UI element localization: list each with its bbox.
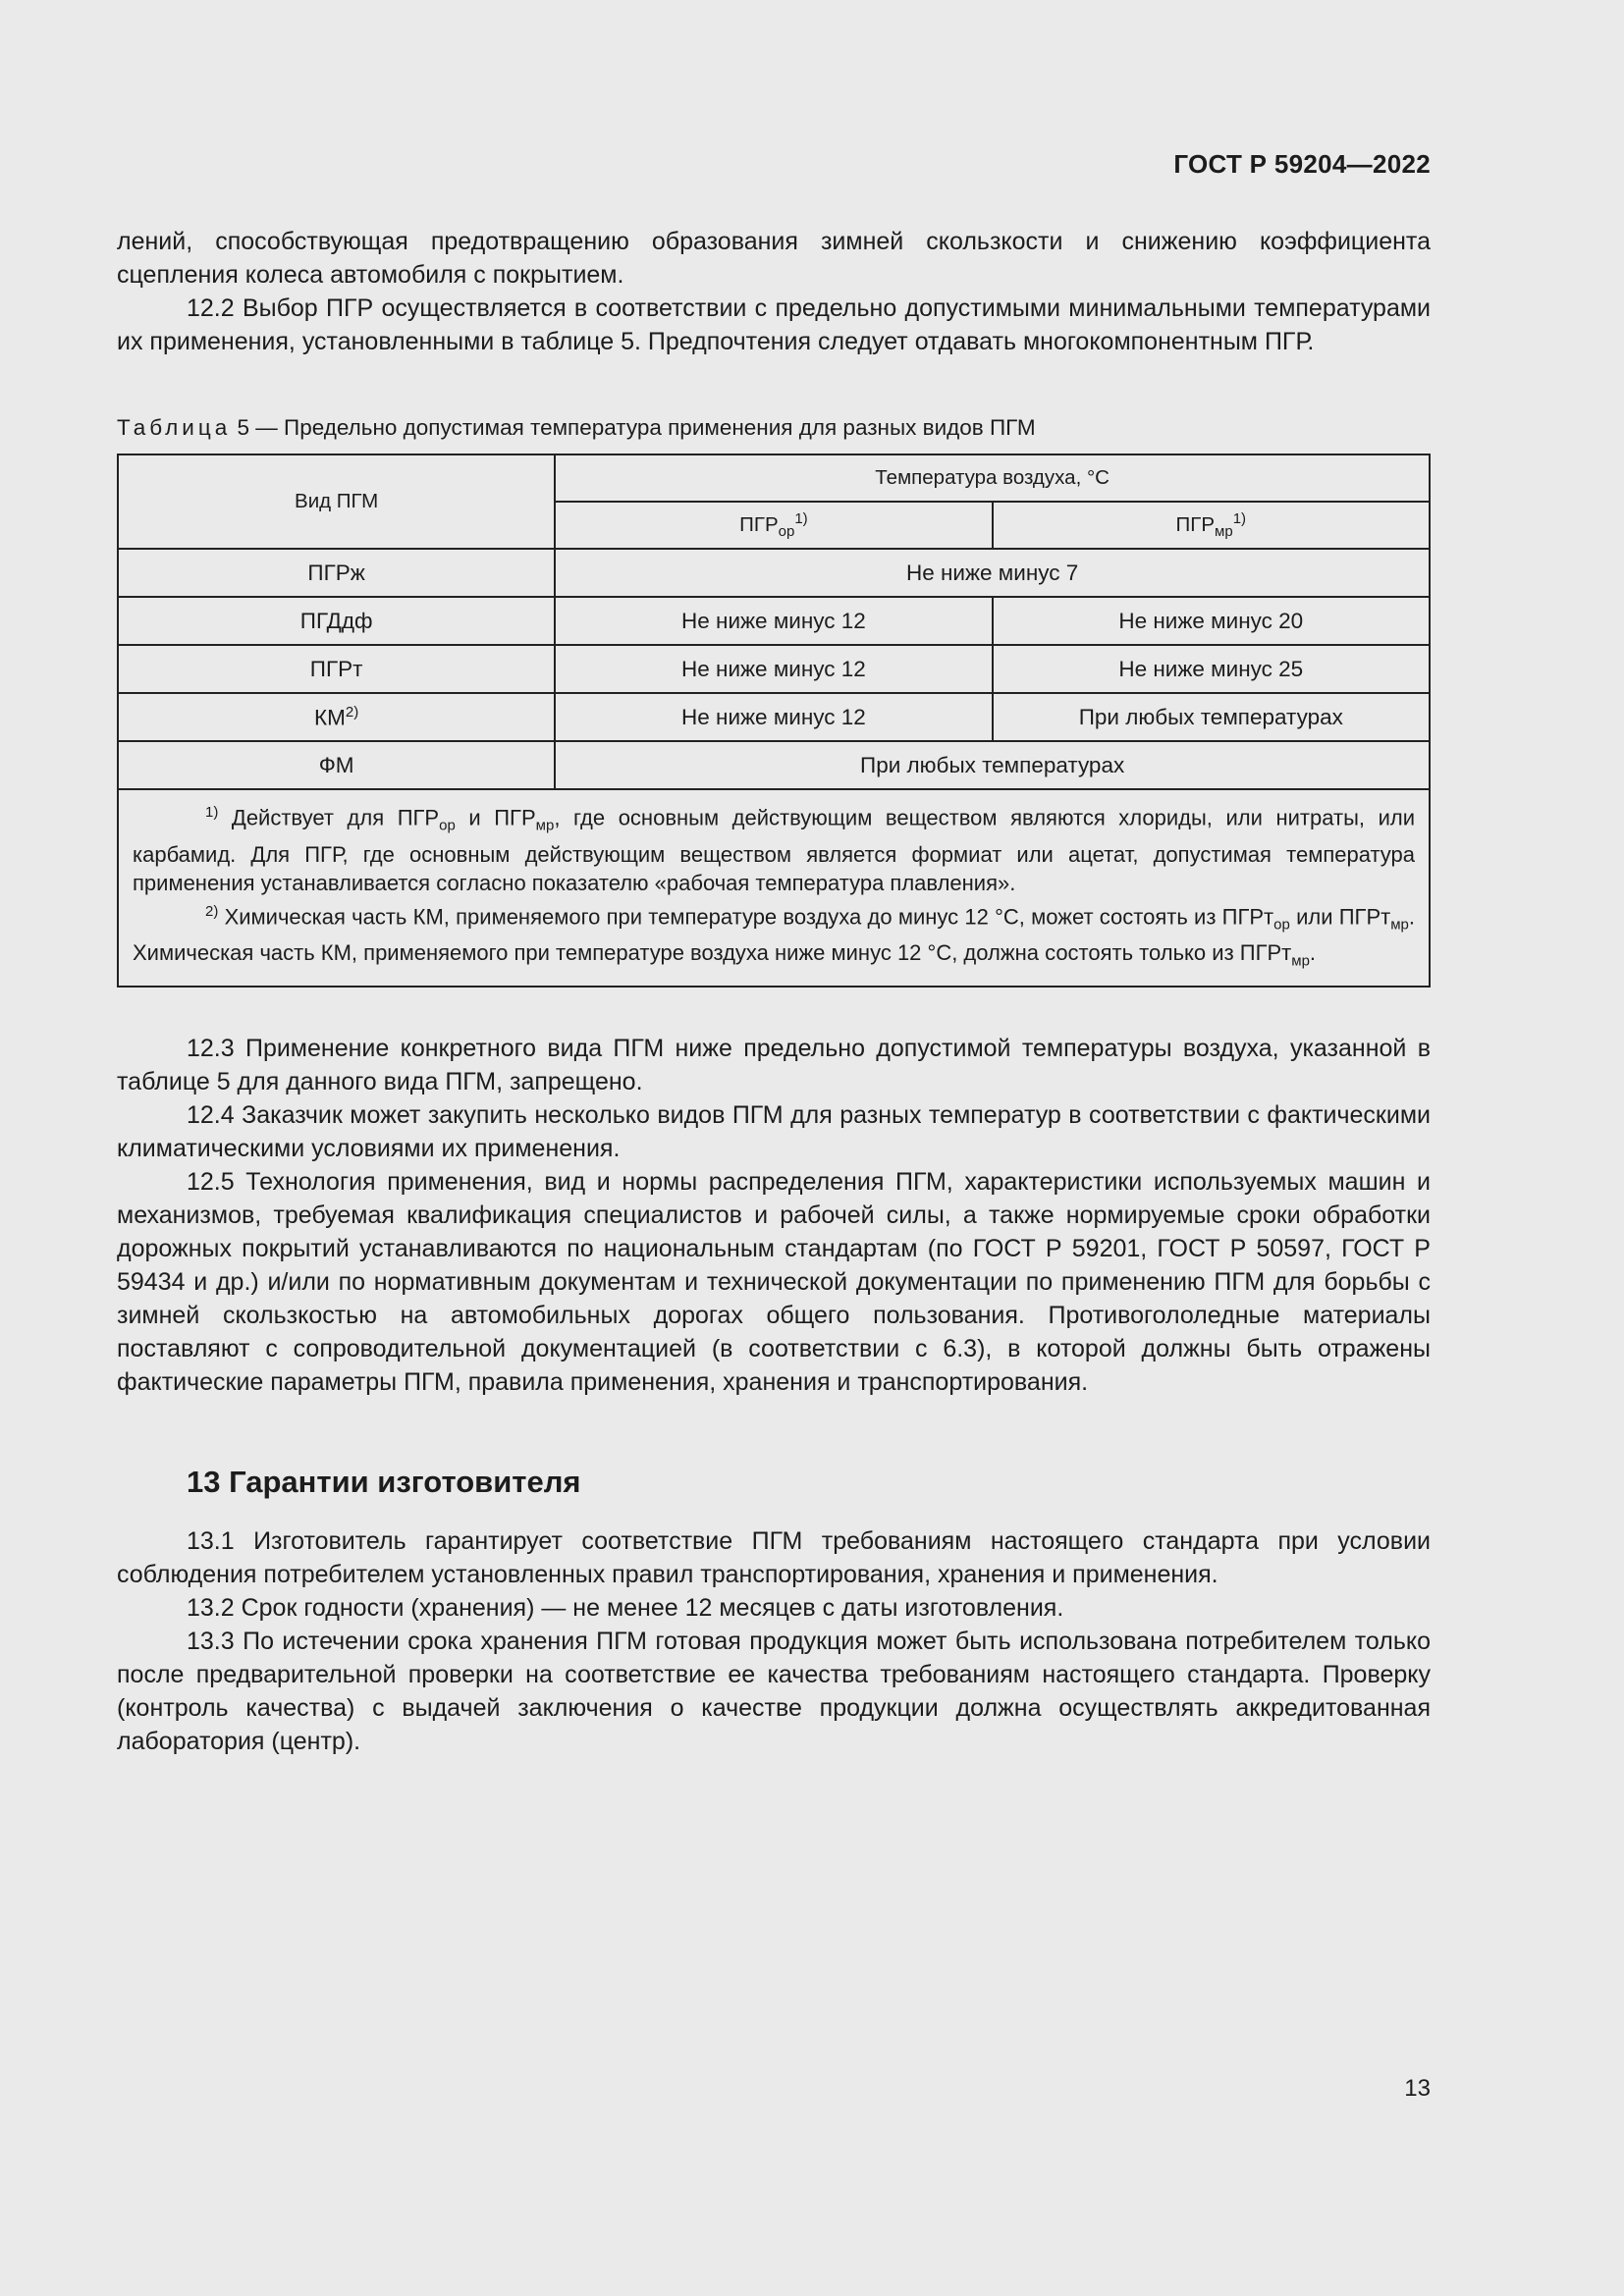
document-code: ГОСТ Р 59204—2022 [1173, 149, 1431, 179]
table-notes [118, 789, 1430, 987]
cell-merged: Не ниже минус 7 [555, 549, 1430, 597]
cell-or: Не ниже минус 12 [555, 597, 992, 645]
paragraph-12-4: 12.4 Заказчик может закупить несколько видов ПГМ для разных температур в соответствии с фактическими климатическими условиями их применения. [117, 1101, 1431, 1162]
footnote-2-text-d: . [1309, 940, 1317, 966]
paragraph-13-1: 13.1 Изготовитель гарантирует соответствие ПГМ требованиям настоящего стандарта при условии соблюдения потребителем установленных правил транспортирования, хранения и применения. [117, 1527, 1431, 1588]
header-pgr-mr-sup: 1) [1232, 510, 1247, 528]
paragraph-12-5: 12.5 Технология применения, вид и нормы распределения ПГМ, характеристики используемых машин и механизмов, требуемая квалификация специалистов и рабочей силы, а также нормируемые сроки обработки дорожных покрытий устанавливаются по национальным стандартам (по ГОСТ Р 59201, ГОСТ Р 50597, ГОСТ Р 59434 и др.) и/или по нормативным документам и технической документации по применению ПГМ для борьбы с зимней скользкостью на автомобильных дорогах общего пользования. Противогололедные материалы поставляют с сопроводительной документацией (в соответствии с 6.3), в которой должны быть отражены фактические параметры ПГМ, правила применения, хранения и транспортирования. [117, 1168, 1431, 1396]
paragraph-12-3: 12.3 Применение конкретного вида ПГМ ниже предельно допустимой температуры воздуха, указанной в таблице 5 для данного вида ПГМ, запрещено. [117, 1035, 1431, 1095]
footnote-2 [133, 897, 1415, 976]
header-pgr-mr-base: ПГР [1175, 512, 1216, 536]
footnote-2-sub-b: мр [1390, 916, 1409, 934]
header-air-temp: Температура воздуха, °С [555, 454, 1430, 502]
header-pgr-or-base: ПГР [739, 512, 779, 536]
footnote-1-text-b: и ПГР [455, 805, 536, 830]
footnote-1-text-a: Действует для ПГР [218, 805, 440, 830]
page-number: 13 [1404, 2075, 1431, 2102]
cell-type: ПГРт [118, 645, 555, 693]
middle-text [117, 1032, 1431, 1399]
footnote-1-sub-b: мр [535, 817, 555, 834]
cell-type: ФМ [118, 741, 555, 789]
footnote-1-sub-a: ор [439, 817, 456, 834]
section-13-text [117, 1524, 1431, 1758]
header-pgr-mr [993, 502, 1430, 549]
table-caption-text: 5 — Предельно допустимая температура применения для разных видов ПГМ [237, 415, 1036, 440]
cell-mr: Не ниже минус 25 [993, 645, 1430, 693]
footnote-1-text-c: , где основным действующим веществом являются хлориды, или нитраты, или карбамид. Для ПГР, где основным действующим веществом является формиат или ацетат, допустимая температура применения устанавливается согласно показателю «рабочая температура плавления». [133, 805, 1415, 895]
cell-type: ПГРж [118, 549, 555, 597]
cell-mr: При любых температурах [993, 693, 1430, 741]
footnote-2-text-a: Химическая часть КМ, применяемого при температуре воздуха до минус 12 °С, может состоять из ПГРт [218, 904, 1274, 930]
paragraph-continuation: лений, способствующая предотвращению образования зимней скользкости и снижению коэффициента сцепления колеса автомобиля с покрытием. [117, 228, 1431, 289]
paragraph-12-2: 12.2 Выбор ПГР осуществляется в соответствии с предельно допустимыми минимальными температурами их применения, установленными в таблице 5. Предпочтения следует отдавать многокомпонентным ПГР. [117, 294, 1431, 355]
table-row [118, 549, 1430, 597]
footnote-1-mark: 1) [205, 804, 219, 821]
cell-merged: При любых температурах [555, 741, 1430, 789]
footnote-2-mark: 2) [205, 902, 219, 920]
table-notes-row [118, 789, 1430, 987]
cell-type-text: КМ [314, 705, 346, 730]
table-row [118, 741, 1430, 789]
intro-text [117, 225, 1431, 358]
table-caption-label: Таблица [117, 415, 232, 440]
table-caption [117, 413, 1036, 443]
paragraph-13-3: 13.3 По истечении срока хранения ПГМ готовая продукция может быть использована потребителем только после предварительной проверки на соответствие ее качества требованиям настоящего стандарта. Проверку (контроль качества) с выдачей заключения о качестве продукции должна осуществлять аккредитованная лаборатория (центр). [117, 1628, 1431, 1755]
paragraph-13-2: 13.2 Срок годности (хранения) — не менее 12 месяцев с даты изготовления. [187, 1594, 1064, 1622]
header-pgr-or [555, 502, 992, 549]
table-row [118, 597, 1430, 645]
cell-mr: Не ниже минус 20 [993, 597, 1430, 645]
cell-or: Не ниже минус 12 [555, 645, 992, 693]
header-pgr-or-sub: ор [778, 522, 795, 540]
cell-or: Не ниже минус 12 [555, 693, 992, 741]
header-pgr-mr-sub: мр [1215, 522, 1233, 540]
footnote-2-text-b: или ПГРт [1289, 904, 1391, 930]
table-row [118, 693, 1430, 741]
footnote-1 [133, 798, 1415, 897]
footnote-2-sub-c: мр [1291, 952, 1310, 970]
section-13-title: 13 Гарантии изготовителя [187, 1465, 581, 1499]
cell-type: ПГДдф [118, 597, 555, 645]
header-pgm-type: Вид ПГМ [118, 454, 555, 549]
footnote-2-text-c: . Химическая часть КМ, применяемого при температуре воздуха ниже минус 12 °С, должна состоять только из ПГРт [133, 904, 1415, 966]
footnote-2-sub-a: ор [1273, 916, 1290, 934]
table-row [118, 645, 1430, 693]
cell-type-footnote-mark: 2) [345, 703, 359, 721]
cell-type [118, 693, 555, 741]
header-pgr-or-sup: 1) [794, 510, 808, 528]
temperature-table [117, 454, 1431, 988]
